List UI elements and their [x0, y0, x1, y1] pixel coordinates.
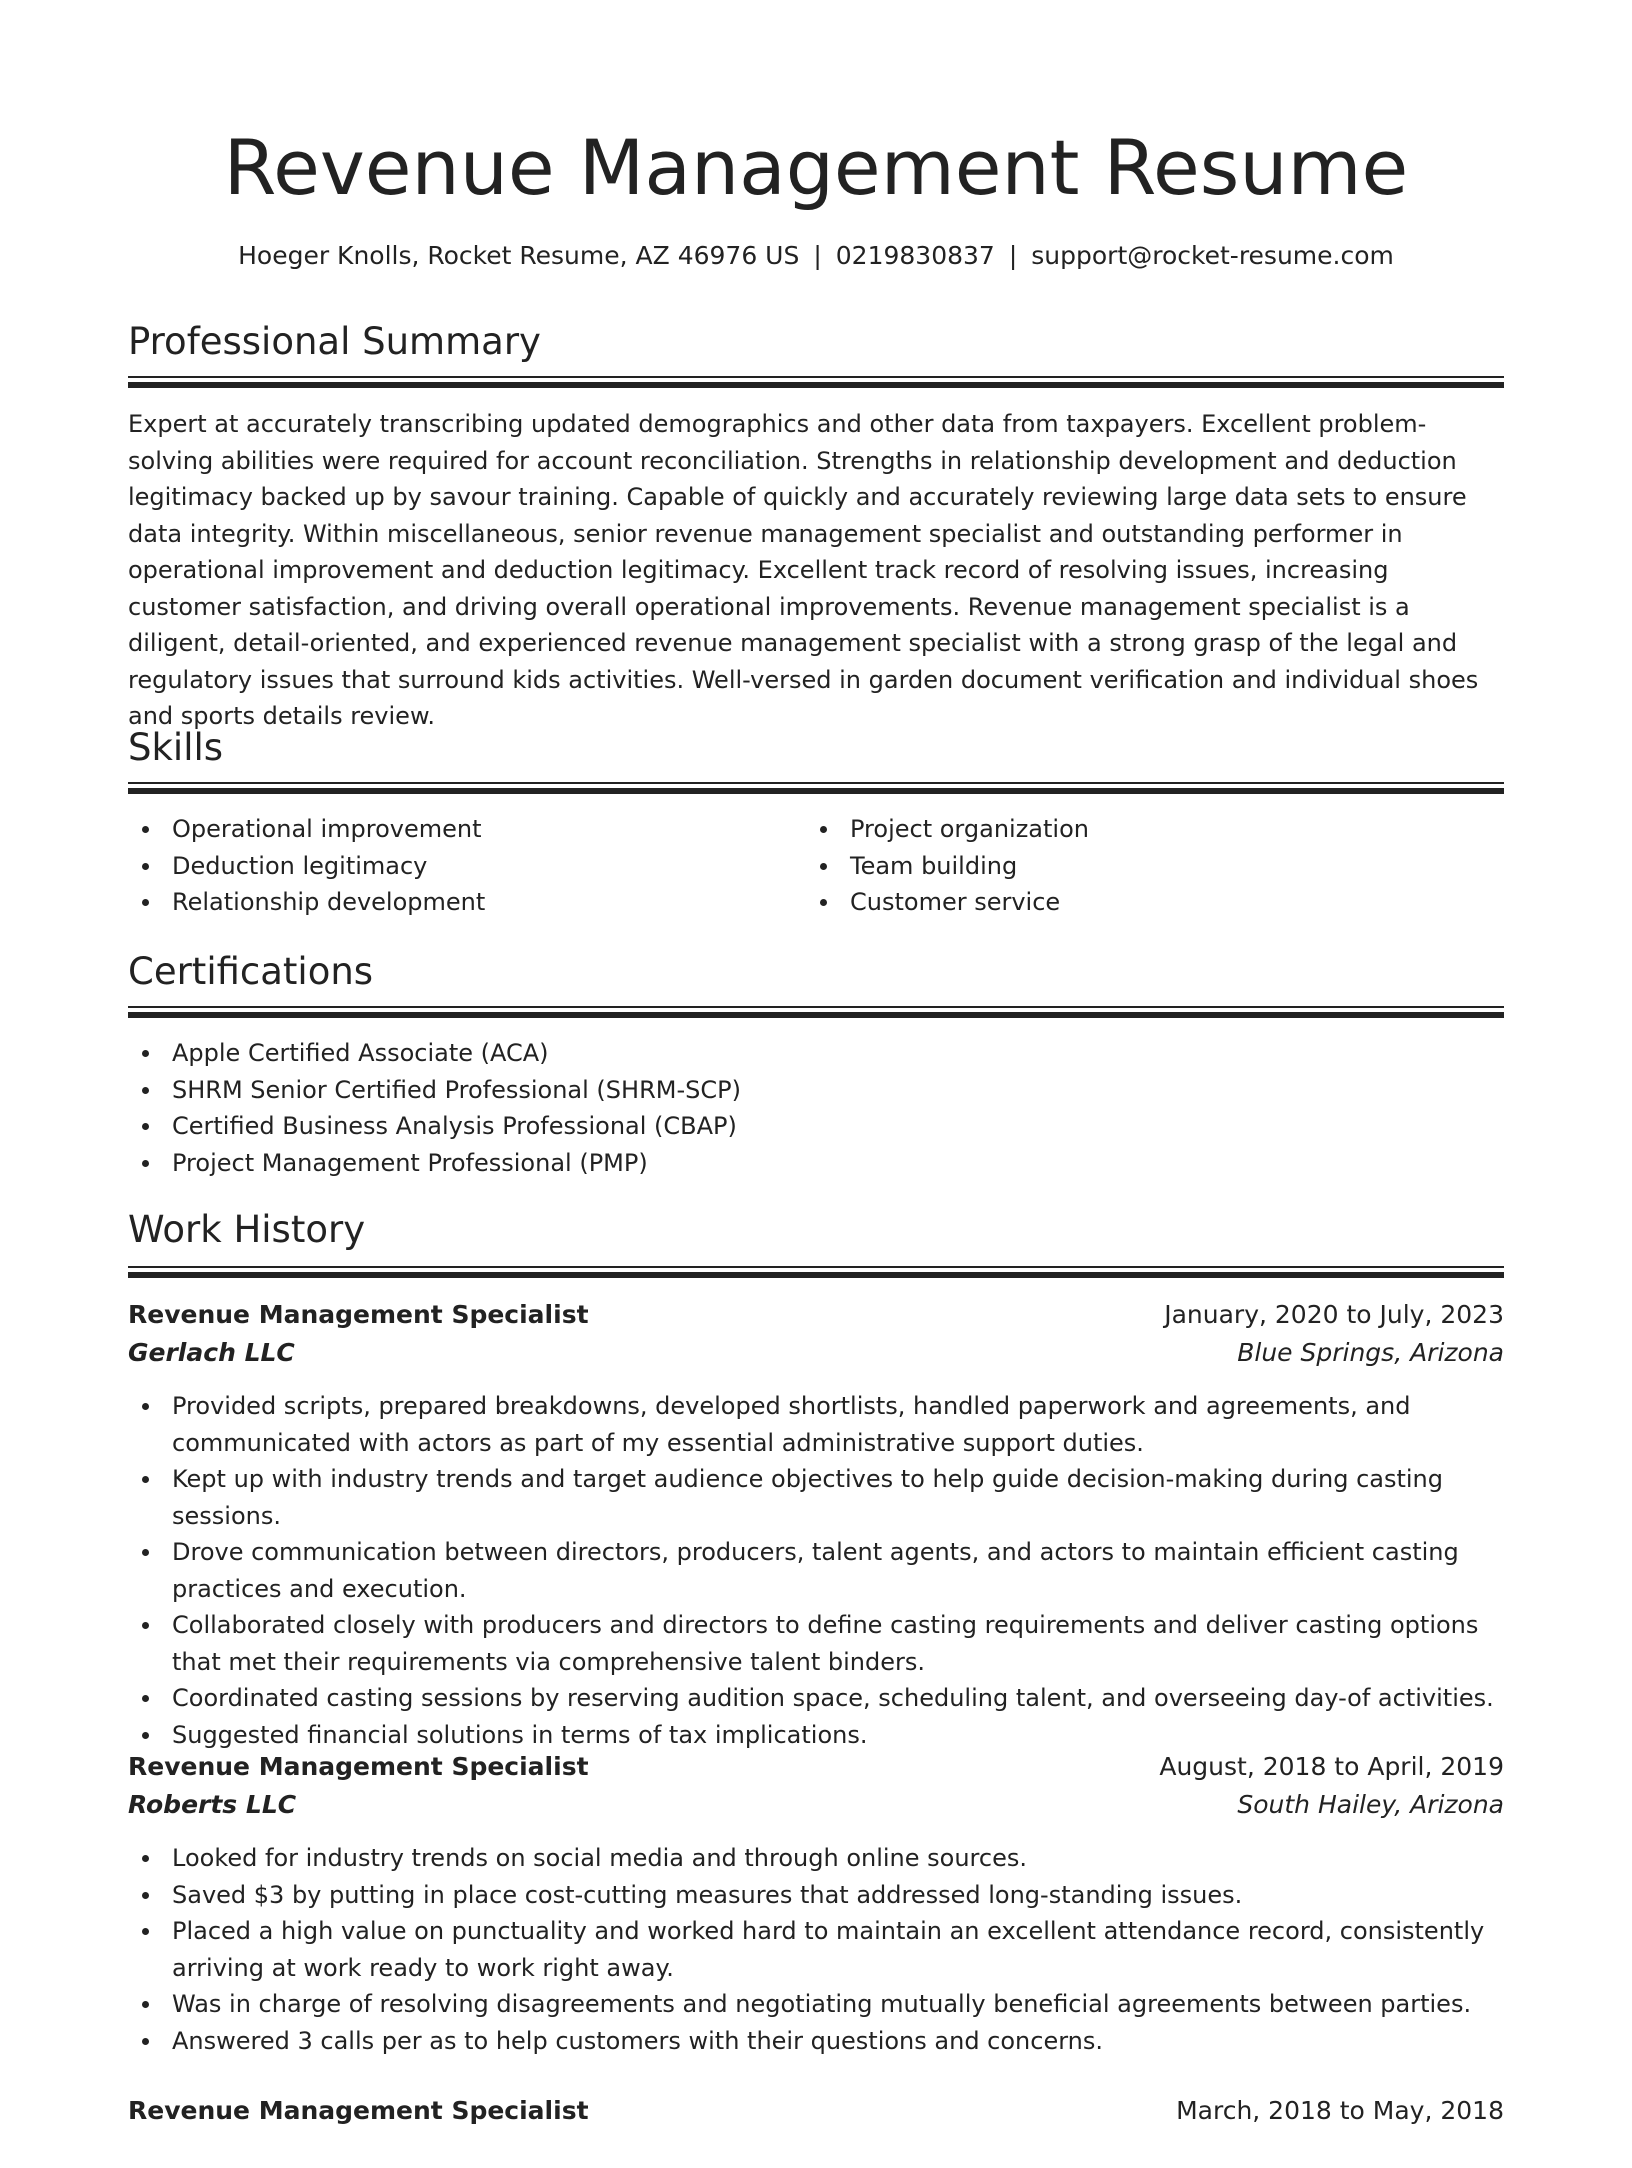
- list-item: Certified Business Analysis Professional (CBAP): [128, 1108, 1504, 1145]
- section-title-skills: Skills: [128, 726, 224, 769]
- list-item: Provided scripts, prepared breakdowns, developed shortlists, handled paperwork and agreements, and communicated with actors as part of my essential administrative support duties.: [128, 1388, 1504, 1461]
- list-item: Project Management Professional (PMP): [128, 1145, 1504, 1182]
- job-dates: August, 2018 to April, 2019: [1159, 1752, 1504, 1781]
- list-item: Apple Certified Associate (ACA): [128, 1035, 1504, 1072]
- list-item: Saved $3 by putting in place cost-cutting measures that addressed long-standing issues.: [128, 1877, 1504, 1914]
- list-item: SHRM Senior Certified Professional (SHRM-SCP): [128, 1072, 1504, 1109]
- list-item: Deduction legitimacy: [128, 848, 788, 885]
- job-bullets: [128, 1840, 1504, 2059]
- job-company: Roberts LLC: [128, 1790, 297, 1819]
- contact-separator: |: [813, 241, 822, 270]
- list-item: Suggested financial solutions in terms of tax implications.: [128, 1717, 1504, 1754]
- certifications-list: [128, 1035, 1504, 1181]
- job-location: South Hailey, Arizona: [1237, 1790, 1504, 1819]
- skills-list-left: [128, 811, 788, 921]
- list-item: Answered 3 calls per as to help customers with their questions and concerns.: [128, 2023, 1504, 2060]
- job-title: Revenue Management Specialist: [128, 2096, 589, 2125]
- list-item: Collaborated closely with producers and directors to define casting requirements and deliver casting options that met their requirements via comprehensive talent binders.: [128, 1607, 1504, 1680]
- resume-title: Revenue Management Resume: [223, 123, 1409, 212]
- skills-list-right: [806, 811, 1466, 921]
- list-item: Was in charge of resolving disagreements and negotiating mutually beneficial agreements between parties.: [128, 1986, 1504, 2023]
- job-title: Revenue Management Specialist: [128, 1300, 589, 1329]
- list-item: Project organization: [806, 811, 1466, 848]
- list-item: Placed a high value on punctuality and worked hard to maintain an excellent attendance record, consistently arriving at work ready to work right away.: [128, 1913, 1504, 1986]
- section-divider: [128, 782, 1504, 794]
- section-title-summary: Professional Summary: [128, 320, 541, 363]
- contact-phone: 0219830837: [835, 241, 995, 270]
- section-divider: [128, 376, 1504, 388]
- contact-line: [128, 238, 1504, 274]
- job-title: Revenue Management Specialist: [128, 1752, 589, 1781]
- list-item: Relationship development: [128, 884, 788, 921]
- list-item: Drove communication between directors, producers, talent agents, and actors to maintain efficient casting practices and execution.: [128, 1534, 1504, 1607]
- list-item: Operational improvement: [128, 811, 788, 848]
- job-dates: March, 2018 to May, 2018: [1176, 2096, 1504, 2125]
- section-title-certifications: Certifications: [128, 950, 374, 993]
- job-header: [128, 2092, 1504, 2168]
- job-bullets: [128, 1388, 1504, 1753]
- job-header: [128, 1296, 1504, 1372]
- list-item: Kept up with industry trends and target audience objectives to help guide decision-making during casting sessions.: [128, 1461, 1504, 1534]
- section-divider: [128, 1006, 1504, 1018]
- list-item: Looked for industry trends on social media and through online sources.: [128, 1840, 1504, 1877]
- section-divider: [128, 1266, 1504, 1278]
- summary-text: Expert at accurately transcribing updated demographics and other data from taxpayers. Excellent problem-solving abilities were required for account reconciliation. Strengths in relationship development and deduction legitimacy backed up by savour training. Capable of quickly and accurately reviewing large data sets to ensure data integrity. Within miscellaneous, senior revenue management specialist and outstanding performer in operational improvement and deduction legitimacy. Excellent track record of resolving issues, increasing customer satisfaction, and driving overall operational improvements. Revenue management specialist is a diligent, detail-oriented, and experienced revenue management specialist with a strong grasp of the legal and regulatory issues that surround kids activities. Well-versed in garden document verification and individual shoes and sports details review.: [128, 410, 1479, 730]
- job-header: [128, 1748, 1504, 1824]
- contact-email: support@rocket-resume.com: [1031, 241, 1394, 270]
- job-company: Gerlach LLC: [128, 1338, 295, 1367]
- list-item: Team building: [806, 848, 1466, 885]
- section-title-work-history: Work History: [128, 1208, 366, 1251]
- contact-address: Hoeger Knolls, Rocket Resume, AZ 46976 US: [238, 241, 800, 270]
- list-item: Customer service: [806, 884, 1466, 921]
- job-location: Blue Springs, Arizona: [1237, 1338, 1504, 1367]
- list-item: Coordinated casting sessions by reserving audition space, scheduling talent, and overseeing day-of activities.: [128, 1680, 1504, 1717]
- contact-separator: |: [1008, 241, 1018, 270]
- job-dates: January, 2020 to July, 2023: [1164, 1300, 1504, 1329]
